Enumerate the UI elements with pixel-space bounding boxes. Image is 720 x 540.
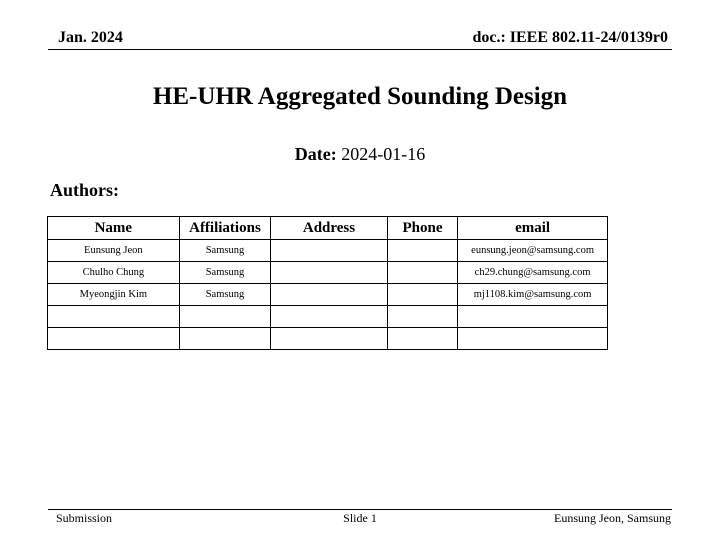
cell-affiliation: Samsung: [179, 284, 270, 306]
date-label: Date:: [294, 144, 337, 164]
header-date: Jan. 2024: [58, 29, 123, 46]
table-header-row: [48, 217, 608, 240]
cell-email: ch29.chung@samsung.com: [458, 262, 608, 284]
cell-address: [271, 262, 388, 284]
cell-email: mj1108.kim@samsung.com: [458, 284, 608, 306]
cell-phone: [387, 306, 457, 328]
header-address: Address: [271, 217, 388, 240]
table-row: [48, 284, 608, 306]
header-phone: Phone: [387, 217, 457, 240]
cell-address: [271, 284, 388, 306]
cell-name: Chulho Chung: [48, 262, 180, 284]
cell-name: [48, 328, 180, 350]
cell-email: eunsung.jeon@samsung.com: [458, 240, 608, 262]
cell-address: [271, 306, 388, 328]
date-line: [0, 144, 720, 165]
cell-phone: [387, 262, 457, 284]
cell-phone: [387, 240, 457, 262]
header-name: Name: [48, 217, 180, 240]
cell-affiliation: Samsung: [179, 262, 270, 284]
header-affiliations: Affiliations: [179, 217, 270, 240]
cell-name: Eunsung Jeon: [48, 240, 180, 262]
header-divider: [48, 49, 672, 50]
cell-address: [271, 328, 388, 350]
authors-label: Authors:: [50, 180, 120, 200]
cell-affiliation: [179, 328, 270, 350]
cell-phone: [387, 284, 457, 306]
authors-table: [47, 216, 608, 350]
footer-slide-number: Slide 1: [343, 511, 377, 525]
cell-email: [458, 328, 608, 350]
table-row: [48, 240, 608, 262]
cell-name: [48, 306, 180, 328]
header-email: email: [458, 217, 608, 240]
cell-affiliation: Samsung: [179, 240, 270, 262]
table-row: [48, 262, 608, 284]
header-doc-id: doc.: IEEE 802.11-24/0139r0: [472, 29, 668, 46]
footer-divider: [48, 509, 672, 510]
cell-affiliation: [179, 306, 270, 328]
cell-phone: [387, 328, 457, 350]
cell-name: Myeongjin Kim: [48, 284, 180, 306]
footer-submission: Submission: [56, 511, 113, 525]
slide-title: HE-UHR Aggregated Sounding Design: [152, 83, 568, 110]
cell-address: [271, 240, 388, 262]
footer-author: Eunsung Jeon, Samsung: [554, 511, 671, 525]
date-value: 2024-01-16: [341, 144, 426, 164]
cell-email: [458, 306, 608, 328]
table-row: [48, 328, 608, 350]
table-row: [48, 306, 608, 328]
